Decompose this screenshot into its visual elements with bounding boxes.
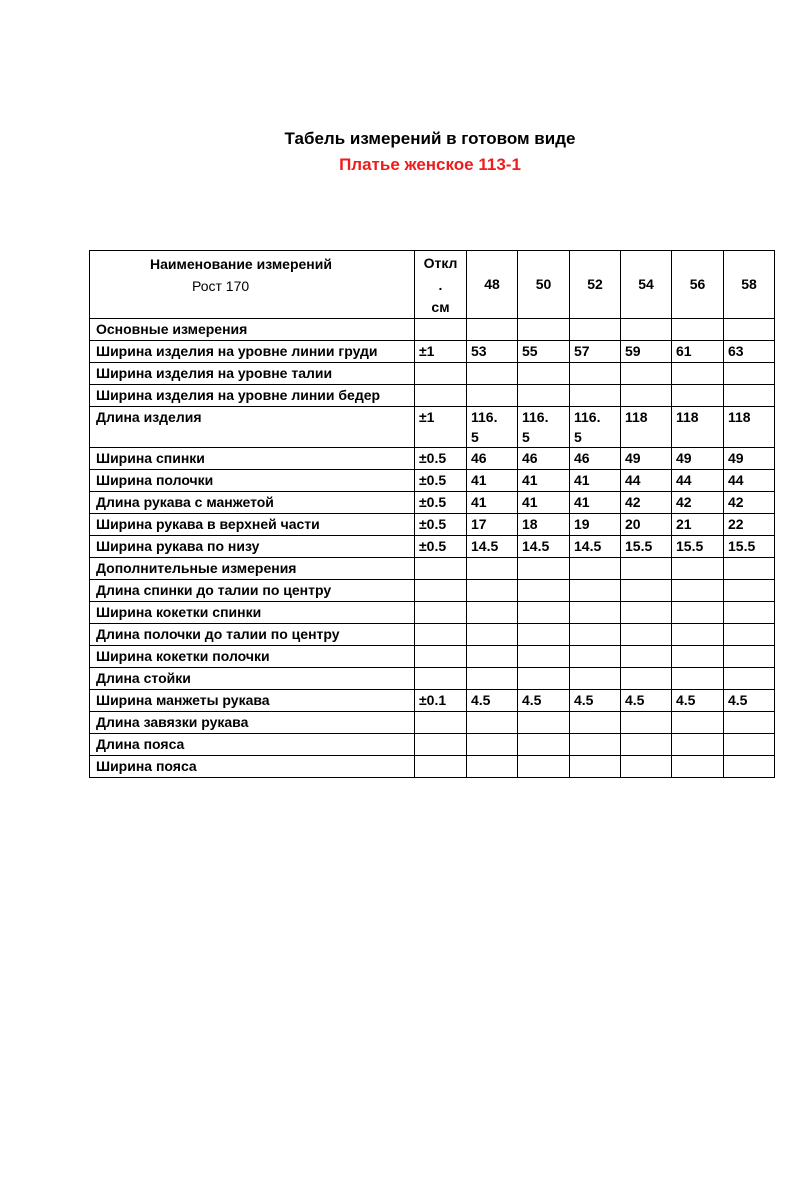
size-value-cell: 63	[724, 341, 775, 363]
table-row	[90, 756, 775, 778]
tolerance-cell	[415, 646, 467, 668]
measurement-name-cell: Длина рукава с манжетой	[90, 492, 415, 514]
size-value-cell	[621, 319, 672, 341]
table-row	[90, 492, 775, 514]
measurement-name-cell: Длина стойки	[90, 668, 415, 690]
size-value-cell: 46	[467, 448, 518, 470]
size-value-cell	[672, 385, 724, 407]
header-size-cell: 54	[621, 251, 672, 319]
size-value-cell	[621, 363, 672, 385]
size-value-cell	[570, 646, 621, 668]
size-value-cell: 118	[724, 407, 775, 448]
table-row	[90, 363, 775, 385]
measurement-name-cell: Дополнительные измерения	[90, 558, 415, 580]
size-value-cell: 4.5	[467, 690, 518, 712]
measurement-name-cell: Длина завязки рукава	[90, 712, 415, 734]
document-subtitle: Платье женское 113-1	[339, 155, 521, 174]
size-value-cell	[467, 602, 518, 624]
tolerance-cell: ±0.5	[415, 470, 467, 492]
size-value-cell	[518, 646, 570, 668]
size-value-cell	[724, 712, 775, 734]
measurement-name-cell: Основные измерения	[90, 319, 415, 341]
header-tolerance-line: см	[431, 298, 450, 315]
size-value-cell	[724, 624, 775, 646]
table-row	[90, 341, 775, 363]
table-row	[90, 448, 775, 470]
size-value-cell	[672, 319, 724, 341]
size-value-cell: 15.5	[672, 536, 724, 558]
size-value-cell: 118	[621, 407, 672, 448]
size-value-cell: 41	[467, 470, 518, 492]
size-value-cell	[467, 668, 518, 690]
size-value-cell	[724, 756, 775, 778]
size-value-cell	[518, 407, 570, 448]
size-value-cell: 4.5	[570, 690, 621, 712]
tolerance-cell	[415, 734, 467, 756]
table-row	[90, 712, 775, 734]
size-value-cell	[467, 363, 518, 385]
size-value-cell: 15.5	[621, 536, 672, 558]
measurement-name-cell: Ширина кокетки спинки	[90, 602, 415, 624]
size-value-cell: 21	[672, 514, 724, 536]
size-value-cell: 42	[724, 492, 775, 514]
tolerance-cell	[415, 580, 467, 602]
tolerance-cell	[415, 602, 467, 624]
size-value-cell: 41	[518, 492, 570, 514]
size-value-cell	[724, 734, 775, 756]
size-value-cell: 18	[518, 514, 570, 536]
size-value-line: 116.	[522, 409, 549, 425]
table-row	[90, 470, 775, 492]
table-header-row	[90, 251, 775, 319]
size-value-cell	[518, 712, 570, 734]
size-value-cell: 20	[621, 514, 672, 536]
size-value-cell	[570, 602, 621, 624]
size-value-cell	[518, 668, 570, 690]
tolerance-cell	[415, 712, 467, 734]
size-value-cell: 4.5	[724, 690, 775, 712]
header-height-label: Рост 170	[192, 278, 250, 294]
size-value-cell	[518, 385, 570, 407]
size-value-cell	[467, 385, 518, 407]
header-size-cell: 58	[724, 251, 775, 319]
size-value-cell: 14.5	[467, 536, 518, 558]
size-value-cell: 42	[621, 492, 672, 514]
size-value-cell: 4.5	[518, 690, 570, 712]
size-value-cell	[467, 734, 518, 756]
size-value-cell	[724, 668, 775, 690]
measurement-name-cell: Ширина кокетки полочки	[90, 646, 415, 668]
size-value-cell	[518, 734, 570, 756]
header-tolerance-cell	[415, 251, 467, 319]
size-value-cell: 57	[570, 341, 621, 363]
size-value-cell	[672, 624, 724, 646]
measurement-name-cell: Длина полочки до талии по центру	[90, 624, 415, 646]
size-value-cell	[570, 407, 621, 448]
size-value-cell: 49	[672, 448, 724, 470]
size-value-cell	[467, 580, 518, 602]
size-value-cell: 14.5	[518, 536, 570, 558]
size-value-cell: 49	[724, 448, 775, 470]
measurement-name-cell: Ширина изделия на уровне линии груди	[90, 341, 415, 363]
size-value-cell	[672, 756, 724, 778]
table-body	[90, 251, 775, 778]
size-value-cell	[672, 580, 724, 602]
size-value-cell	[570, 558, 621, 580]
size-value-cell: 4.5	[621, 690, 672, 712]
size-value-cell: 46	[570, 448, 621, 470]
size-value-cell	[621, 756, 672, 778]
size-value-cell: 49	[621, 448, 672, 470]
table-row	[90, 690, 775, 712]
size-value-cell: 118	[672, 407, 724, 448]
size-value-cell	[570, 668, 621, 690]
table-row	[90, 536, 775, 558]
tolerance-cell: ±0.5	[415, 536, 467, 558]
size-value-cell	[621, 646, 672, 668]
size-value-cell	[724, 385, 775, 407]
size-value-cell: 17	[467, 514, 518, 536]
size-value-line: 5	[471, 429, 479, 445]
table-row	[90, 558, 775, 580]
size-value-cell	[570, 580, 621, 602]
size-value-cell	[621, 602, 672, 624]
size-value-cell	[672, 668, 724, 690]
size-value-cell	[518, 624, 570, 646]
table-row	[90, 319, 775, 341]
table-row	[90, 668, 775, 690]
header-name-cell	[90, 251, 415, 319]
size-value-cell	[621, 712, 672, 734]
size-value-cell	[570, 734, 621, 756]
size-value-cell	[724, 646, 775, 668]
tolerance-cell	[415, 363, 467, 385]
size-value-cell: 41	[518, 470, 570, 492]
header-tolerance-line: Откл	[423, 254, 458, 271]
size-value-cell	[570, 363, 621, 385]
table-row	[90, 407, 775, 448]
measurement-name-cell: Ширина спинки	[90, 448, 415, 470]
size-value-cell: 14.5	[570, 536, 621, 558]
size-value-cell	[467, 712, 518, 734]
size-value-cell	[570, 624, 621, 646]
tolerance-cell: ±0.5	[415, 514, 467, 536]
header-name-title: Наименование измерений	[150, 256, 332, 272]
tolerance-cell	[415, 319, 467, 341]
size-value-cell: 19	[570, 514, 621, 536]
size-value-cell	[724, 319, 775, 341]
size-value-cell: 22	[724, 514, 775, 536]
measurement-name-cell: Ширина изделия на уровне линии бедер	[90, 385, 415, 407]
tolerance-cell: ±1	[415, 341, 467, 363]
size-value-cell	[467, 319, 518, 341]
measurement-name-cell: Длина пояса	[90, 734, 415, 756]
measurements-table	[89, 250, 775, 778]
size-value-cell: 4.5	[672, 690, 724, 712]
size-value-cell	[518, 319, 570, 341]
size-value-cell	[672, 602, 724, 624]
size-value-cell: 59	[621, 341, 672, 363]
table-row	[90, 580, 775, 602]
size-value-cell	[621, 734, 672, 756]
size-value-cell	[570, 712, 621, 734]
size-value-cell: 41	[570, 492, 621, 514]
size-value-cell	[672, 712, 724, 734]
tolerance-cell: ±0.5	[415, 448, 467, 470]
size-value-cell	[621, 668, 672, 690]
size-value-cell	[518, 580, 570, 602]
tolerance-cell	[415, 756, 467, 778]
header-size-cell: 52	[570, 251, 621, 319]
measurement-name-cell: Длина изделия	[90, 407, 415, 448]
size-value-cell: 44	[724, 470, 775, 492]
size-value-cell	[518, 363, 570, 385]
header-size-cell: 50	[518, 251, 570, 319]
table-row	[90, 624, 775, 646]
size-value-cell	[570, 319, 621, 341]
size-value-line: 116.	[574, 409, 601, 425]
table-row	[90, 514, 775, 536]
size-value-cell: 15.5	[724, 536, 775, 558]
size-value-cell: 44	[672, 470, 724, 492]
size-value-cell	[621, 624, 672, 646]
size-value-cell	[672, 734, 724, 756]
size-value-cell: 41	[467, 492, 518, 514]
table-row	[90, 385, 775, 407]
size-value-cell	[467, 407, 518, 448]
size-value-cell: 53	[467, 341, 518, 363]
table-row	[90, 646, 775, 668]
measurement-name-cell: Ширина изделия на уровне талии	[90, 363, 415, 385]
measurement-name-cell: Ширина рукава по низу	[90, 536, 415, 558]
size-value-cell	[518, 558, 570, 580]
size-value-cell	[672, 558, 724, 580]
size-value-cell	[518, 602, 570, 624]
header-size-cell: 56	[672, 251, 724, 319]
size-value-cell: 55	[518, 341, 570, 363]
measurement-name-cell: Ширина пояса	[90, 756, 415, 778]
measurement-name-cell: Ширина полочки	[90, 470, 415, 492]
tolerance-cell	[415, 385, 467, 407]
header-size-cell: 48	[467, 251, 518, 319]
measurement-name-cell: Длина спинки до талии по центру	[90, 580, 415, 602]
size-value-cell: 44	[621, 470, 672, 492]
size-value-cell	[467, 558, 518, 580]
size-value-cell	[724, 580, 775, 602]
document-title: Табель измерений в готовом виде	[284, 129, 576, 148]
tolerance-cell: ±0.5	[415, 492, 467, 514]
size-value-cell	[621, 580, 672, 602]
measurement-name-cell: Ширина манжеты рукава	[90, 690, 415, 712]
size-value-cell	[621, 558, 672, 580]
size-value-cell	[672, 646, 724, 668]
size-value-cell	[724, 602, 775, 624]
size-value-cell	[570, 385, 621, 407]
tolerance-cell: ±1	[415, 407, 467, 448]
size-value-cell	[724, 363, 775, 385]
tolerance-cell	[415, 558, 467, 580]
size-value-cell	[672, 363, 724, 385]
size-value-cell: 61	[672, 341, 724, 363]
size-value-cell	[570, 756, 621, 778]
size-value-line: 5	[522, 429, 530, 445]
size-value-cell: 41	[570, 470, 621, 492]
size-value-cell	[518, 756, 570, 778]
measurement-name-cell: Ширина рукава в верхней части	[90, 514, 415, 536]
size-value-cell	[467, 646, 518, 668]
tolerance-cell: ±0.1	[415, 690, 467, 712]
size-value-cell	[467, 624, 518, 646]
size-value-cell: 46	[518, 448, 570, 470]
table-row	[90, 602, 775, 624]
size-value-line: 116.	[471, 409, 498, 425]
tolerance-cell	[415, 668, 467, 690]
tolerance-cell	[415, 624, 467, 646]
size-value-cell	[467, 756, 518, 778]
table-row	[90, 734, 775, 756]
size-value-cell: 42	[672, 492, 724, 514]
size-value-line: 5	[574, 429, 582, 445]
size-value-cell	[724, 558, 775, 580]
header-tolerance-line: .	[438, 276, 443, 293]
size-value-cell	[621, 385, 672, 407]
